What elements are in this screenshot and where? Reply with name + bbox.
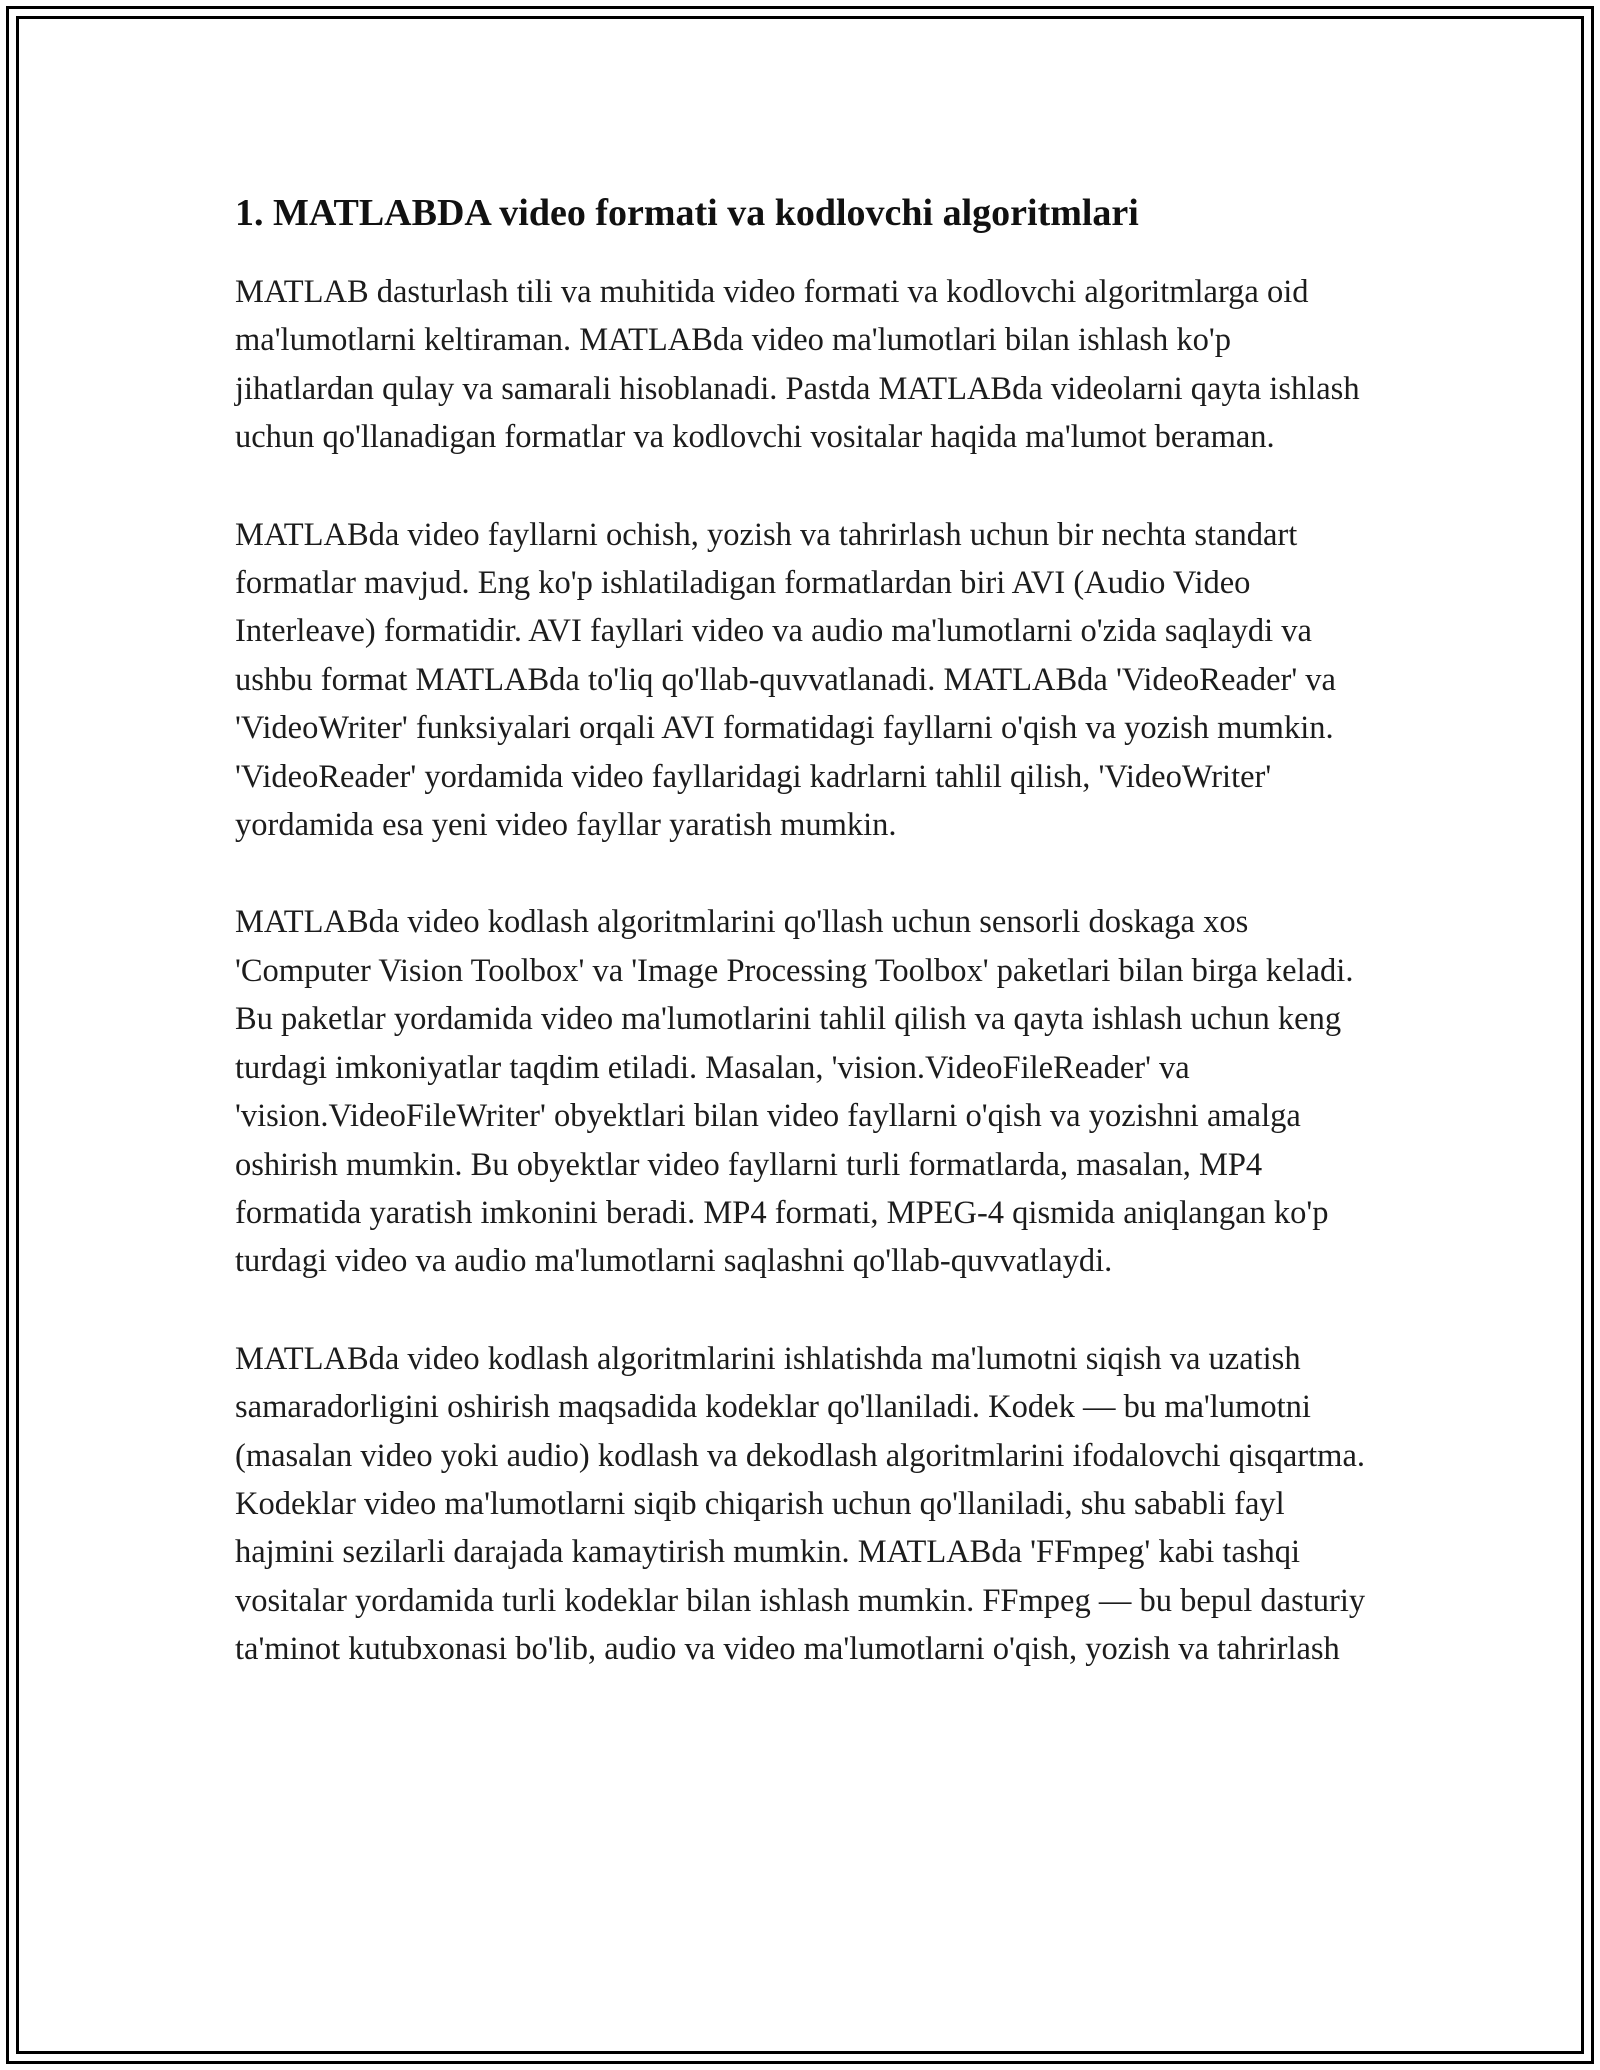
paragraph-toolboxes: MATLABda video kodlash algoritmlarini qo'llash uchun sensorli doskaga xos 'Computer Vision Toolbox' va 'Image Processing Toolbox' paketlari bilan birga keladi. Bu paketlar yordamida video ma'lumotlarini tahlil qilish va qayta ishlash uchun keng turdagi imkoniyatlar taqdim etiladi. Masalan, 'vision.VideoFileReader' va 'vision.VideoFileWriter' obyektlari bilan video fayllarni o'qish va yozishni amalga oshirish mumkin. Bu obyektlar video fayllarni turli formatlarda, masalan, MP4 formatida yaratish imkonini beradi. MP4 formati, MPEG-4 qismida aniqlangan ko'p turdagi video va audio ma'lumotlarni saqlashni qo'llab-quvvatlaydi. bbox=[235, 904, 1354, 1280]
paragraph-intro: MATLAB dasturlash tili va muhitida video formati va kodlovchi algoritmlarga oid ma'lumotlarni keltiraman. MATLABda video ma'lumotlari bilan ishlash ko'p jihatlardan qulay va samarali hisoblanadi. Pastda MATLABda videolarni qayta ishlash uchun qo'llanadigan formatlar va kodlovchi vositalar haqida ma'lumot beraman. bbox=[235, 274, 1360, 456]
paragraph-codecs: MATLABda video kodlash algoritmlarini ishlatishda ma'lumotni siqish va uzatish samaradorligini oshirish maqsadida kodeklar qo'llaniladi. Kodek — bu ma'lumotni (masalan video yoki audio) kodlash va dekodlash algoritmlarini ifodalovchi qisqartma. Kodeklar video ma'lumotlarni siqib chiqarish uchun qo'llaniladi, shu sababli fayl hajmini sezilarli darajada kamaytirish mumkin. MATLABda 'FFmpeg' kabi tashqi vositalar yordamida turli kodeklar bilan ishlash mumkin. FFmpeg — bu bepul dasturiy ta'minot kutubxonasi bo'lib, audio va video ma'lumotlarni o'qish, yozish va tahrirlash bbox=[235, 1340, 1366, 1668]
paragraph-avi-format: MATLABda video fayllarni ochish, yozish va tahrirlash uchun bir nechta standart formatlar mavjud. Eng ko'p ishlatiladigan formatlardan biri AVI (Audio Video Interleave) formatidir. AVI fayllari video va audio ma'lumotlarni o'zida saqlaydi va ushbu format MATLABda to'liq qo'llab-quvvatlanadi. MATLABda 'VideoReader' va 'VideoWriter' funksiyalari orqali AVI formatidagi fayllarni o'qish va yozish mumkin. 'VideoReader' yordamida video fayllaridagi kadrlarni tahlil qilish, 'VideoWriter' yordamida esa yeni video fayllar yaratish mumkin. bbox=[235, 516, 1336, 844]
document-body bbox=[235, 188, 1375, 1674]
section-heading: 1. MATLABDA video formati va kodlovchi algoritmlari bbox=[235, 192, 1139, 234]
